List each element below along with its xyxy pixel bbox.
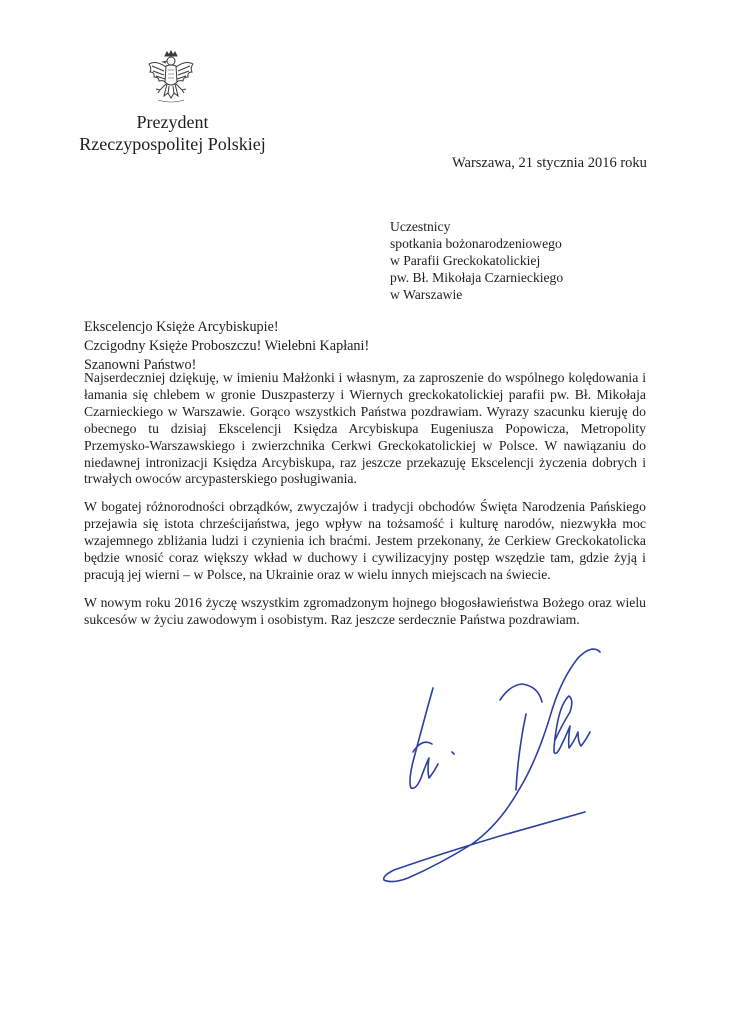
addressee-line: w Parafii Greckokatolickiej bbox=[390, 253, 541, 268]
addressee-line: pw. Bł. Mikołaja Czarnieckiego bbox=[390, 270, 564, 285]
handwritten-signature bbox=[380, 640, 680, 890]
addressee-line: w Warszawie bbox=[390, 287, 463, 302]
salutation-line: Ekscelencjo Księże Arcybiskupie! bbox=[84, 319, 279, 335]
body-paragraph: W nowym roku 2016 życzę wszystkim zgromadzonym hojnego błogosławieństwa Bożego oraz wielu sukcesów w życiu zawodowym i osobistym. Raz jeszcze serdecznie Państwa pozdrawiam. bbox=[84, 594, 646, 627]
salutation-block bbox=[84, 318, 369, 375]
body-paragraph: W bogatej różnorodności obrządków, zwyczajów i tradycji obchodów Święta Narodzenia Pańskiego przejawia się istota chrześcijaństwa, jego wpływ na tożsamość i kulturę narodów, niezwykła moc wzajemnego zbliżania ludzi i czynienia ich braćmi. Jestem przekonany, że Cerkiew Greckokatolicka będzie wnosić coraz większy wkład w duchowy i cywilizacyjny postęp wszędzie tam, gdzie żyją i pracują jej wierni – w Polsce, na Ukrainie oraz w wielu innych miejscach na świecie. bbox=[84, 499, 646, 582]
letter-body bbox=[84, 370, 646, 629]
salutation-line: Szanowni Państwo! bbox=[84, 357, 197, 373]
polish-eagle-emblem-icon bbox=[146, 50, 196, 108]
office-title-line1: Prezydent bbox=[136, 112, 209, 132]
salutation-line: Czcigodny Księże Proboszczu! Wielebni Kapłani! bbox=[84, 338, 370, 354]
body-paragraph: Najserdeczniej dziękuję, w imieniu Małżonki i własnym, za zaproszenie do wspólnego kolędowania i łamania się chlebem w gronie Duszpasterzy i Wiernych greckokatolickiej parafii pw. Bł. Mikołaja Czarnieckiego w Warszawie. Gorąco wszystkich Państwa pozdrawiam. Wyrazy szacunku kieruję do obecnego tu dzisiaj Ekscelencji Księdza Arcybiskupa Eugeniusza Popowicza, Metropolity Przemysko-Warszawskiego i zwierzchnika Cerkwi Greckokatolickiej w Polsce. W nawiązaniu do niedawnej intronizacji Księdza Arcybiskupa, raz jeszcze przekazuję Ekscelencji życzenia dobrych i trwałych owoców arcypasterskiego posługiwania. bbox=[84, 370, 646, 487]
office-title-line2: Rzeczypospolitej Polskiej bbox=[79, 134, 266, 154]
addressee-line: Uczestnicy bbox=[390, 219, 451, 234]
office-title bbox=[70, 112, 275, 155]
addressee-block bbox=[390, 218, 563, 303]
addressee-line: spotkania bożonarodzeniowego bbox=[390, 236, 562, 251]
date-line: Warszawa, 21 stycznia 2016 roku bbox=[452, 155, 647, 171]
